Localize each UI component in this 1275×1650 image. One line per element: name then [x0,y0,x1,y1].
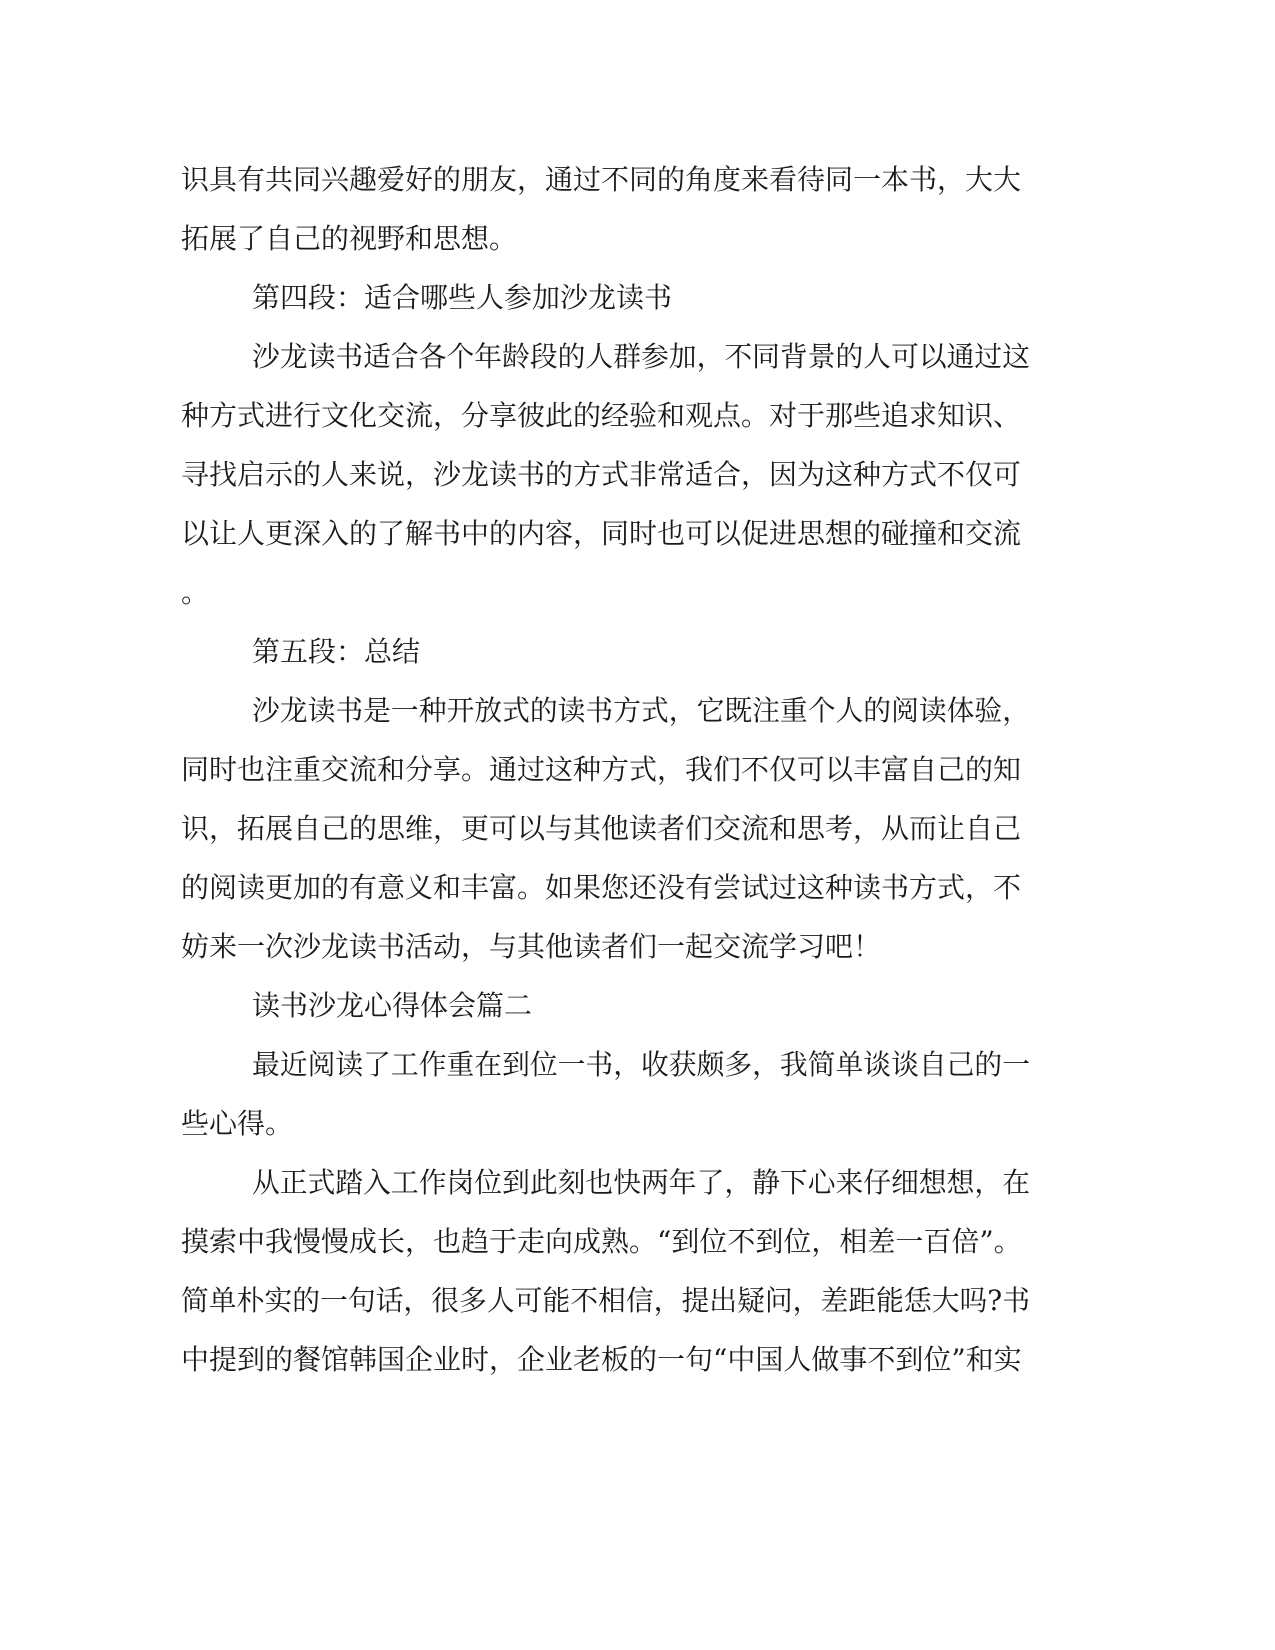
text-line: 识，拓展自己的思维，更可以与其他读者们交流和思考，从而让自己 [181,812,1022,845]
text-line: 摸索中我慢慢成长，也趋于走向成熟。“到位不到位，相差一百倍”。 [181,1225,1022,1258]
text-line: 同时也注重交流和分享。通过这种方式，我们不仅可以丰富自己的知 [181,753,1022,786]
text-line: 沙龙读书适合各个年龄段的人群参加，不同背景的人可以通过这 [252,340,1031,373]
text-line: 拓展了自己的视野和思想。 [181,222,518,255]
text-line: 妨来一次沙龙读书活动，与其他读者们一起交流学习吧！ [181,930,882,963]
text-line: 的阅读更加的有意义和丰富。如果您还没有尝试过这种读书方式，不 [181,871,1022,904]
text-line: 中提到的餐馆韩国企业时，企业老板的一句“中国人做事不到位”和实 [181,1343,1022,1376]
text-line: 最近阅读了工作重在到位一书，收获颇多，我简单谈谈自己的一 [252,1048,1031,1081]
text-line: 沙龙读书是一种开放式的读书方式，它既注重个人的阅读体验， [252,694,1031,727]
text-line: 寻找启示的人来说，沙龙读书的方式非常适合，因为这种方式不仅可 [181,458,1022,491]
text-line: 以让人更深入的了解书中的内容，同时也可以促进思想的碰撞和交流 [181,517,1022,550]
section-heading: 第五段：总结 [252,635,421,668]
section-heading: 第四段：适合哪些人参加沙龙读书 [252,281,673,314]
text-line: 从正式踏入工作岗位到此刻也快两年了，静下心来仔细想想，在 [252,1166,1031,1199]
text-line: 些心得。 [181,1107,294,1140]
text-line: 。 [181,576,210,609]
text-line: 识具有共同兴趣爱好的朋友，通过不同的角度来看待同一本书，大大 [181,163,1022,196]
text-line: 种方式进行文化交流，分享彼此的经验和观点。对于那些追求知识、 [181,399,1022,432]
text-line: 简单朴实的一句话，很多人可能不相信，提出疑问，差距能恁大吗?书 [181,1284,1031,1317]
article-heading: 读书沙龙心得体会篇二 [252,989,533,1022]
